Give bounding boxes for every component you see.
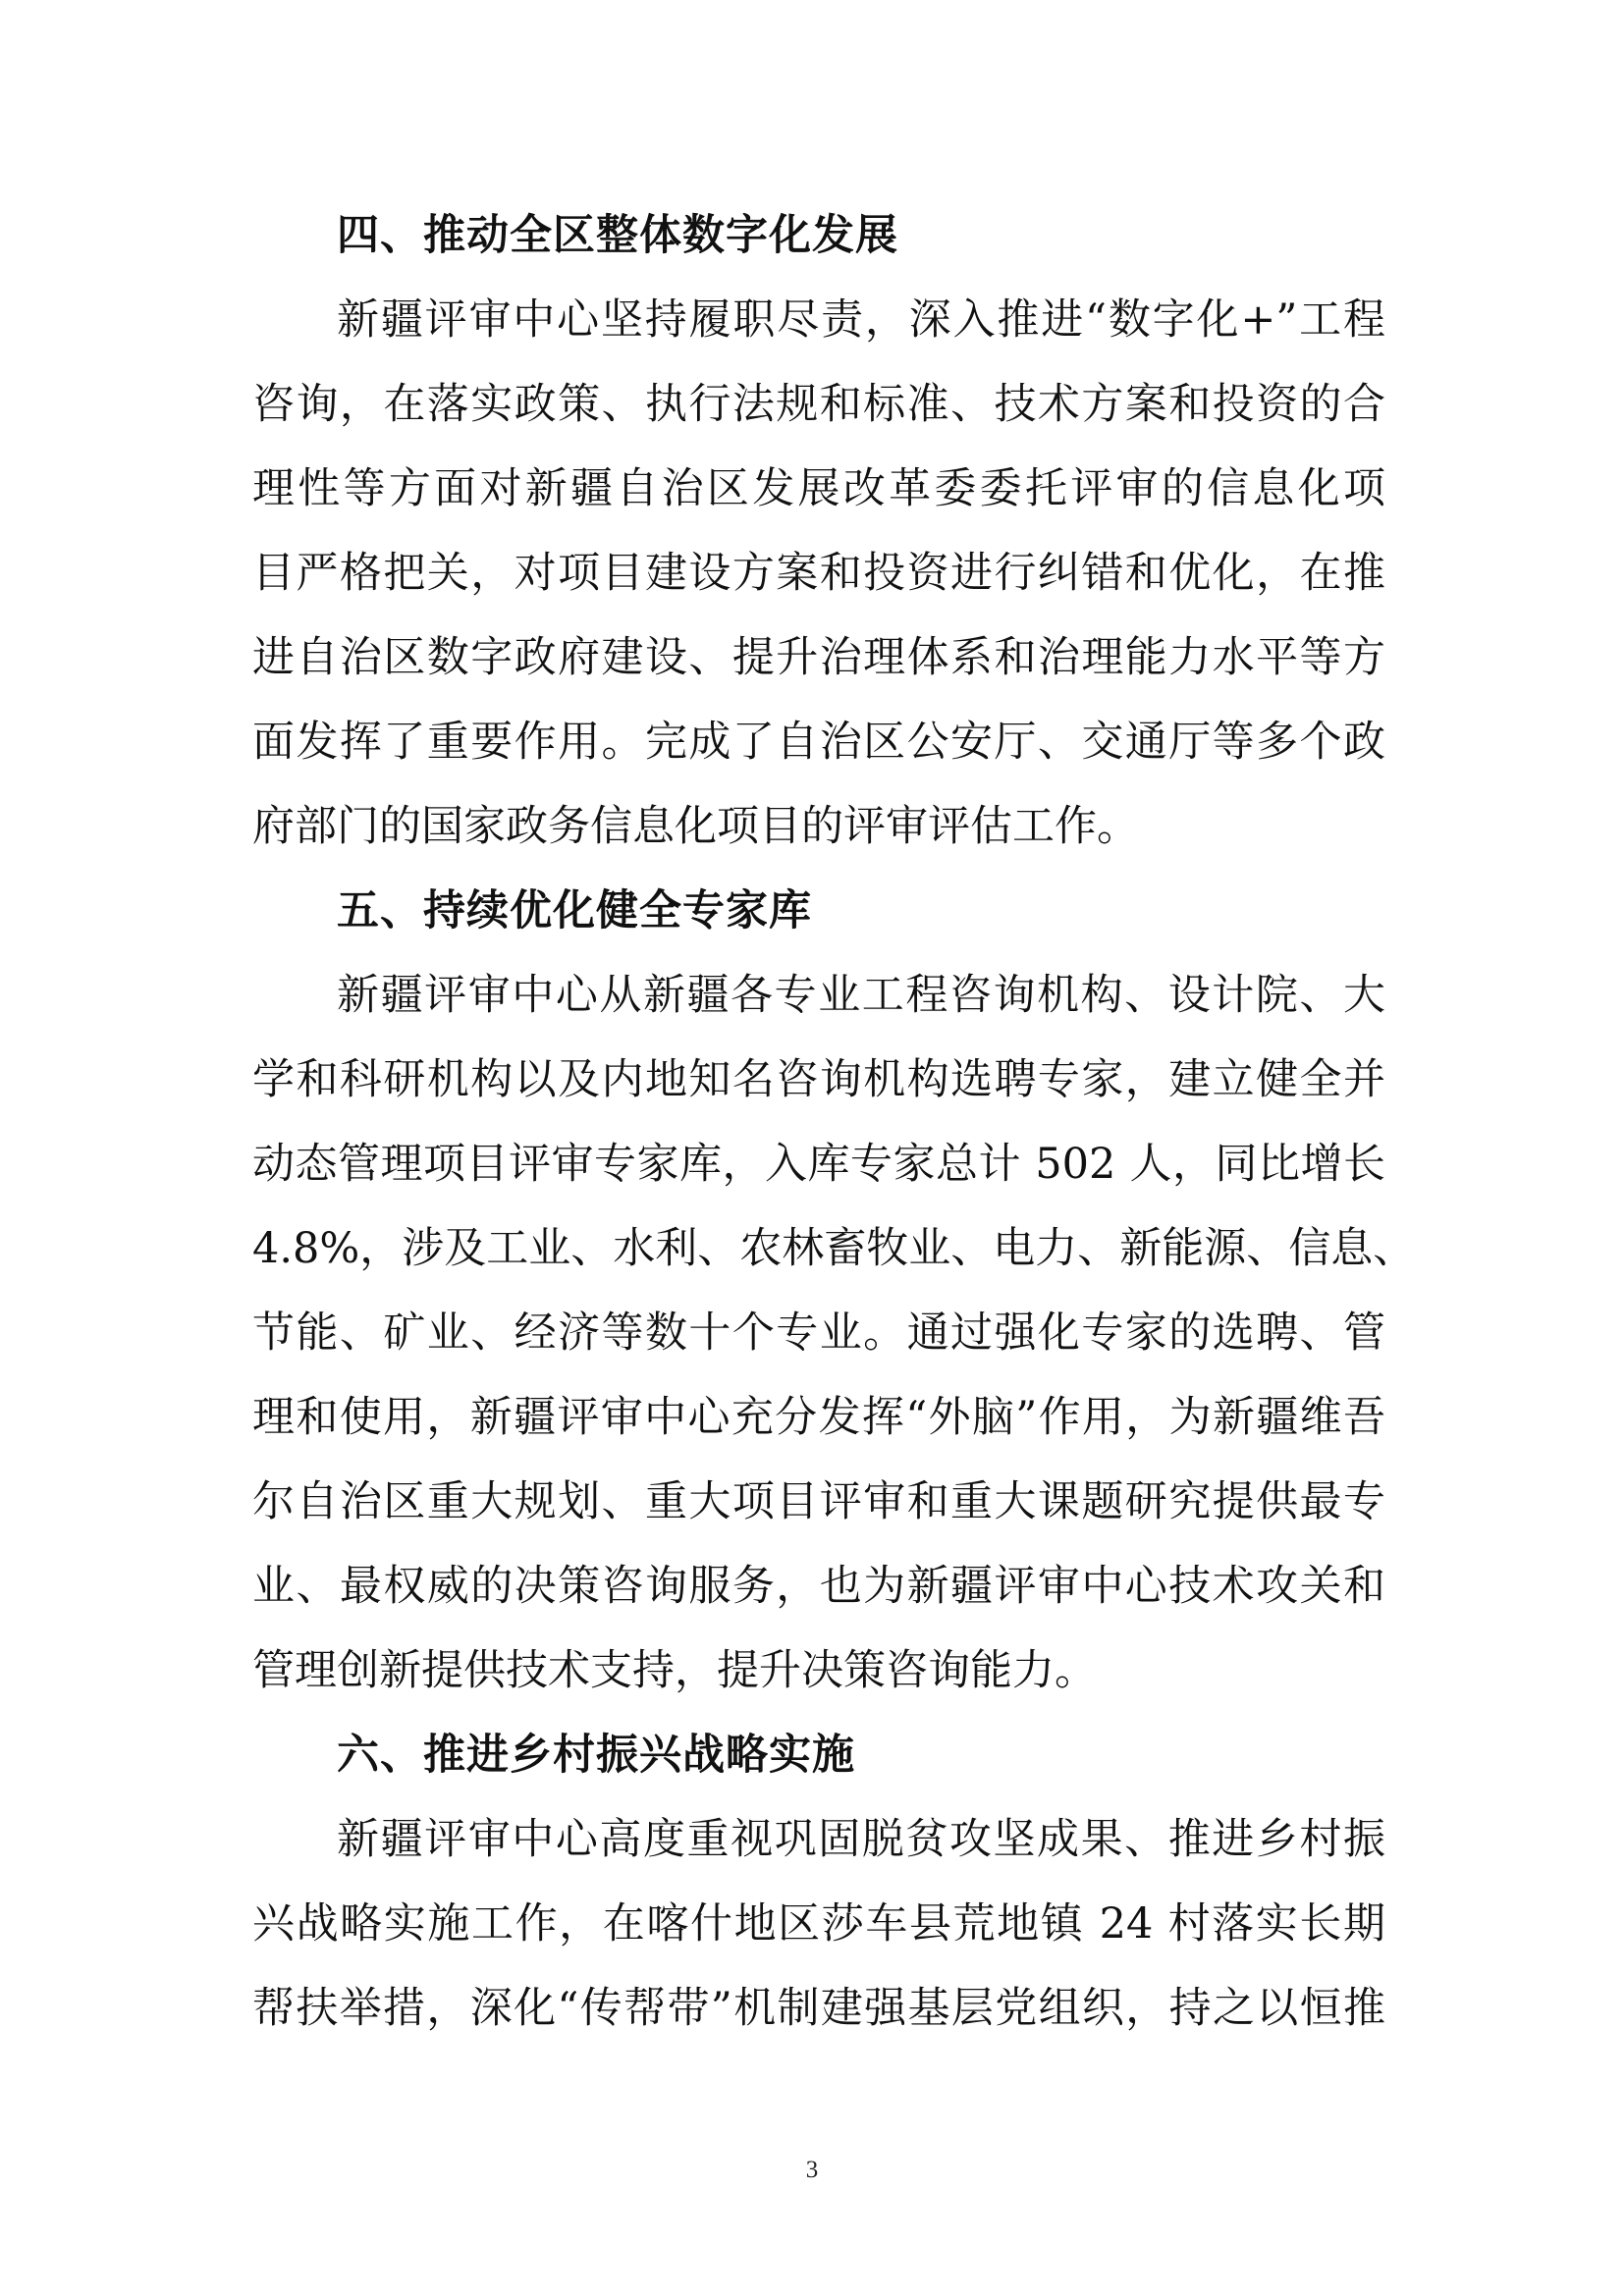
section-heading: 五、持续优化健全专家库 bbox=[337, 886, 812, 935]
paragraph-line: 目严格把关，对项目建设方案和投资进行纠错和优化，在推 bbox=[252, 549, 1385, 598]
section-heading: 六、推进乡村振兴战略实施 bbox=[337, 1731, 855, 1780]
paragraph-line: 业、最权威的决策咨询服务，也为新疆评审中心技术攻关和 bbox=[252, 1562, 1385, 1611]
section-heading: 四、推动全区整体数字化发展 bbox=[337, 211, 898, 260]
paragraph-line: 4.8%，涉及工业、水利、农林畜牧业、电力、新能源、信息、 bbox=[252, 1224, 1416, 1273]
paragraph-line: 学和科研机构以及内地知名咨询机构选聘专家，建立健全并 bbox=[252, 1055, 1385, 1104]
paragraph-line: 理性等方面对新疆自治区发展改革委委托评审的信息化项 bbox=[252, 464, 1385, 513]
paragraph-line: 新疆评审中心高度重视巩固脱贫攻坚成果、推进乡村振 bbox=[337, 1815, 1385, 1864]
paragraph-line: 进自治区数字政府建设、提升治理体系和治理能力水平等方 bbox=[252, 633, 1385, 682]
paragraph-line: 兴战略实施工作，在喀什地区莎车县荒地镇 24 村落实长期 bbox=[252, 1899, 1385, 1949]
paragraph-line: 面发挥了重要作用。完成了自治区公安厅、交通厅等多个政 bbox=[252, 718, 1385, 767]
paragraph-line: 节能、矿业、经济等数十个专业。通过强化专家的选聘、管 bbox=[252, 1308, 1385, 1358]
paragraph-line: 尔自治区重大规划、重大项目评审和重大课题研究提供最专 bbox=[252, 1477, 1385, 1526]
paragraph-line: 理和使用，新疆评审中心充分发挥“外脑”作用，为新疆维吾 bbox=[252, 1393, 1385, 1442]
paragraph-line: 新疆评审中心从新疆各专业工程咨询机构、设计院、大 bbox=[337, 971, 1385, 1020]
paragraph-line: 帮扶举措，深化“传帮带”机制建强基层党组织，持之以恒推 bbox=[252, 1984, 1385, 2033]
page-number: 3 bbox=[805, 2157, 819, 2183]
paragraph-line: 动态管理项目评审专家库，入库专家总计 502 人，同比增长 bbox=[252, 1140, 1385, 1189]
paragraph-line: 府部门的国家政务信息化项目的评审评估工作。 bbox=[252, 802, 1139, 851]
paragraph-line: 咨询，在落实政策、执行法规和标准、技术方案和投资的合 bbox=[252, 380, 1385, 429]
paragraph-line: 新疆评审中心坚持履职尽责，深入推进“数字化+”工程 bbox=[337, 295, 1385, 345]
paragraph-line: 管理创新提供技术支持，提升决策咨询能力。 bbox=[252, 1646, 1097, 1695]
